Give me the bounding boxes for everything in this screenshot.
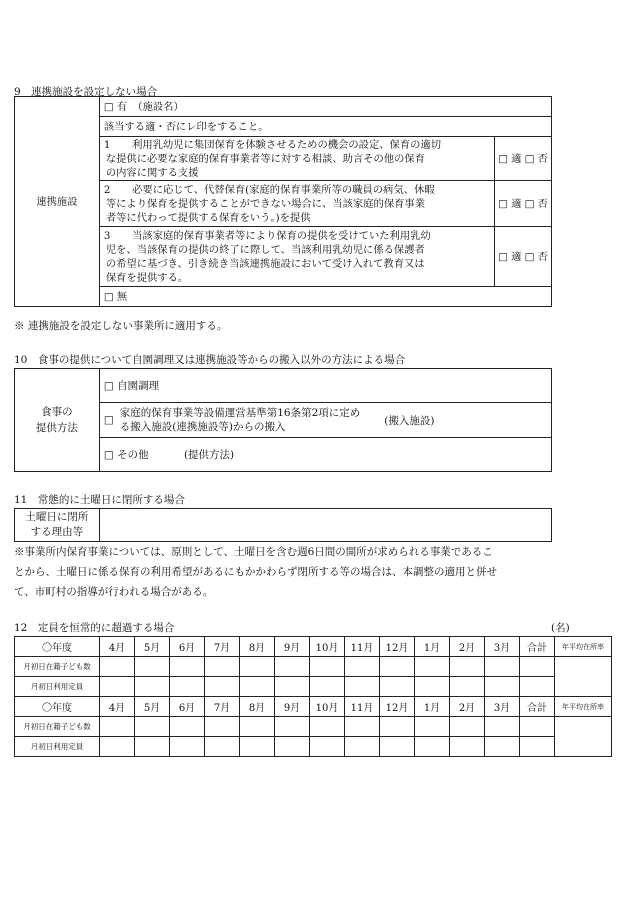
- option-delivery-line-1: 家庭的保育事業等設備運営基準第16条第2項に定め: [119, 407, 361, 419]
- data-cell[interactable]: [415, 737, 450, 757]
- item-1-number: 1: [103, 138, 111, 151]
- option-yes[interactable]: □ 有 （施設名）: [99, 97, 551, 117]
- item-1: [99, 137, 494, 181]
- average-rate-cell[interactable]: [555, 717, 612, 757]
- capacity-label: 月初日利用定員: [15, 677, 100, 697]
- month-header: 3月: [485, 637, 520, 657]
- option-own-kitchen[interactable]: □ 自園調理: [99, 369, 551, 403]
- average-rate-cell[interactable]: [555, 657, 612, 697]
- average-rate-header: 年平均在所率: [555, 637, 612, 657]
- data-cell[interactable]: [345, 677, 380, 697]
- linked-facility-label: 連携施設: [15, 97, 100, 307]
- data-cell[interactable]: [135, 717, 170, 737]
- month-header: 12月: [380, 637, 415, 657]
- month-header: 10月: [310, 637, 345, 657]
- unit-label: (名): [551, 622, 570, 634]
- data-cell[interactable]: [415, 717, 450, 737]
- data-cell[interactable]: [380, 657, 415, 677]
- item-2-line-2: 等により保育を提供することができない場合に、当該家庭的保育事業: [105, 197, 426, 210]
- month-header: 5月: [135, 697, 170, 717]
- data-cell[interactable]: [275, 677, 310, 697]
- item-2-number: 2: [103, 183, 111, 196]
- month-header: 12月: [380, 697, 415, 717]
- section-9-title: 9 連携施設を設定しない場合: [14, 86, 158, 98]
- data-cell[interactable]: [485, 657, 520, 677]
- option-delivery[interactable]: [99, 403, 551, 438]
- data-cell[interactable]: [170, 677, 205, 697]
- month-header: 11月: [345, 637, 380, 657]
- month-header: 3月: [485, 697, 520, 717]
- data-cell[interactable]: [135, 737, 170, 757]
- section-12-title: 12 定員を恒常的に超過する場合: [14, 622, 175, 634]
- option-delivery-checkbox[interactable]: □: [103, 414, 114, 426]
- month-header: 2月: [450, 697, 485, 717]
- month-header: 6月: [170, 697, 205, 717]
- enrolled-children-label: 月初日在籍子ども数: [15, 717, 100, 737]
- month-header: 11月: [345, 697, 380, 717]
- section-10-table: [14, 368, 552, 472]
- month-header: 8月: [240, 697, 275, 717]
- section-11-note-line-3: て、市町村の指導が行われる場合がある。: [14, 586, 214, 598]
- capacity-label: 月初日利用定員: [15, 737, 100, 757]
- month-header: 4月: [100, 697, 135, 717]
- saturday-closure-label: [15, 509, 100, 542]
- year-label[interactable]: 〇年度: [15, 697, 100, 717]
- item-2-check[interactable]: □ 適 □ 否: [495, 181, 552, 227]
- data-cell[interactable]: [205, 717, 240, 737]
- saturday-closure-label-line-2: する理由等: [30, 526, 84, 538]
- month-header: 1月: [415, 697, 450, 717]
- month-header: 1月: [415, 637, 450, 657]
- saturday-closure-reason-field[interactable]: [99, 509, 551, 542]
- month-header: 10月: [310, 697, 345, 717]
- data-cell[interactable]: [520, 737, 555, 757]
- data-cell[interactable]: [275, 657, 310, 677]
- data-cell[interactable]: [450, 717, 485, 737]
- data-cell[interactable]: [485, 737, 520, 757]
- data-cell[interactable]: [240, 677, 275, 697]
- data-cell[interactable]: [240, 657, 275, 677]
- section-11-note: [14, 542, 497, 602]
- item-3-line-2: 児を、当該保育の提供の終了に際して、当該利用乳幼児に係る保護者: [105, 243, 425, 256]
- month-header: 6月: [170, 637, 205, 657]
- data-cell[interactable]: [310, 737, 345, 757]
- year-label[interactable]: 〇年度: [15, 637, 100, 657]
- item-2: [99, 181, 494, 227]
- data-cell[interactable]: [310, 717, 345, 737]
- item-3-line-3: の希望に基づき、引き続き当該連携施設において受け入れて教育又は: [105, 257, 425, 270]
- data-cell[interactable]: [380, 677, 415, 697]
- data-cell[interactable]: [275, 717, 310, 737]
- data-cell[interactable]: [450, 657, 485, 677]
- section-10-title: 10 食事の提供について自園調理又は連携施設等からの搬入以外の方法による場合: [14, 354, 406, 366]
- item-3: [99, 227, 494, 287]
- data-cell[interactable]: [345, 737, 380, 757]
- option-other-label[interactable]: □ その他: [103, 449, 149, 461]
- section-11-table: [14, 508, 552, 542]
- item-3-line-1: 当該家庭的保育事業者等により保育の提供を受けていた利用乳幼: [121, 229, 431, 242]
- data-cell[interactable]: [485, 717, 520, 737]
- option-no[interactable]: □ 無: [99, 287, 551, 307]
- data-cell[interactable]: [415, 657, 450, 677]
- item-3-number: 3: [103, 229, 111, 242]
- month-header: 4月: [100, 637, 135, 657]
- item-1-check[interactable]: □ 適 □ 否: [495, 137, 552, 181]
- item-3-check[interactable]: □ 適 □ 否: [495, 227, 552, 287]
- meal-method-label: [15, 369, 100, 472]
- item-1-line-2: な提供に必要な家庭的保育事業者等に対する相談、助言その他の保育: [105, 152, 426, 165]
- average-rate-header: 年平均在所率: [555, 697, 612, 717]
- data-cell[interactable]: [380, 737, 415, 757]
- data-cell[interactable]: [170, 657, 205, 677]
- data-cell[interactable]: [170, 717, 205, 737]
- data-cell[interactable]: [520, 677, 555, 697]
- month-header: 7月: [205, 697, 240, 717]
- item-2-line-3: 者等に代わって提供する保育をいう。)を提供: [105, 211, 311, 224]
- data-cell[interactable]: [450, 677, 485, 697]
- data-cell[interactable]: [205, 657, 240, 677]
- data-cell[interactable]: [380, 717, 415, 737]
- month-header: 8月: [240, 637, 275, 657]
- data-cell[interactable]: [135, 677, 170, 697]
- section-9-table: [14, 96, 552, 307]
- meal-method-label-line-2: 提供方法: [35, 422, 78, 434]
- option-delivery-line-2: る搬入施設(連携施設等)からの搬入: [119, 421, 286, 433]
- data-cell[interactable]: [205, 737, 240, 757]
- data-cell[interactable]: [205, 677, 240, 697]
- data-cell[interactable]: [240, 737, 275, 757]
- data-cell[interactable]: [100, 717, 135, 737]
- item-2-line-1: 必要に応じて、代替保育(家庭的保育事業所等の職員の病気、休暇: [121, 183, 435, 196]
- section-11-title: 11 常態的に土曜日に閉所する場合: [14, 494, 185, 506]
- data-cell[interactable]: [450, 737, 485, 757]
- section-11-note-line-1: ※事業所内保育事業については、原則として、土曜日を含む週6日間の開所が求められる事業であるこ: [14, 546, 493, 558]
- data-cell[interactable]: [485, 677, 520, 697]
- provision-method-label: (提供方法): [183, 449, 235, 461]
- data-cell[interactable]: [240, 717, 275, 737]
- data-cell[interactable]: [415, 677, 450, 697]
- month-header: 5月: [135, 637, 170, 657]
- month-header: 9月: [275, 697, 310, 717]
- delivery-facility-label: (搬入施設): [384, 414, 435, 427]
- data-cell[interactable]: [100, 677, 135, 697]
- data-cell[interactable]: [345, 657, 380, 677]
- saturday-closure-label-line-1: 土曜日に閉所: [25, 511, 89, 523]
- data-cell[interactable]: [310, 677, 345, 697]
- data-cell[interactable]: [170, 737, 205, 757]
- data-cell[interactable]: [100, 657, 135, 677]
- month-header: 9月: [275, 637, 310, 657]
- data-cell[interactable]: [135, 657, 170, 677]
- section-11-note-line-2: とから、土曜日に係る保育の利用希望があるにもかかわらず閉所する等の場合は、本調整の適用と併せ: [14, 566, 497, 578]
- meal-method-label-line-1: 食事の: [41, 406, 73, 418]
- data-cell[interactable]: [100, 737, 135, 757]
- data-cell[interactable]: [310, 657, 345, 677]
- total-header: 合計: [520, 697, 555, 717]
- section-9-note: ※ 連携施設を設定しない事業所に適用する。: [14, 320, 228, 332]
- item-1-line-1: 利用乳幼児に集団保育を体験させるための機会の設定、保育の適切: [121, 138, 442, 151]
- data-cell[interactable]: [520, 717, 555, 737]
- option-other[interactable]: [99, 438, 551, 472]
- data-cell[interactable]: [345, 717, 380, 737]
- total-header: 合計: [520, 637, 555, 657]
- month-header: 2月: [450, 637, 485, 657]
- item-1-line-3: の内容に関する支援: [105, 166, 199, 179]
- data-cell[interactable]: [275, 737, 310, 757]
- item-3-line-4: 保育を提供する。: [105, 271, 189, 284]
- data-cell[interactable]: [520, 657, 555, 677]
- section-12-table: [14, 636, 612, 757]
- enrolled-children-label: 月初日在籍子ども数: [15, 657, 100, 677]
- instruction-text: 該当する適・否にレ印をすること。: [99, 117, 551, 137]
- month-header: 7月: [205, 637, 240, 657]
